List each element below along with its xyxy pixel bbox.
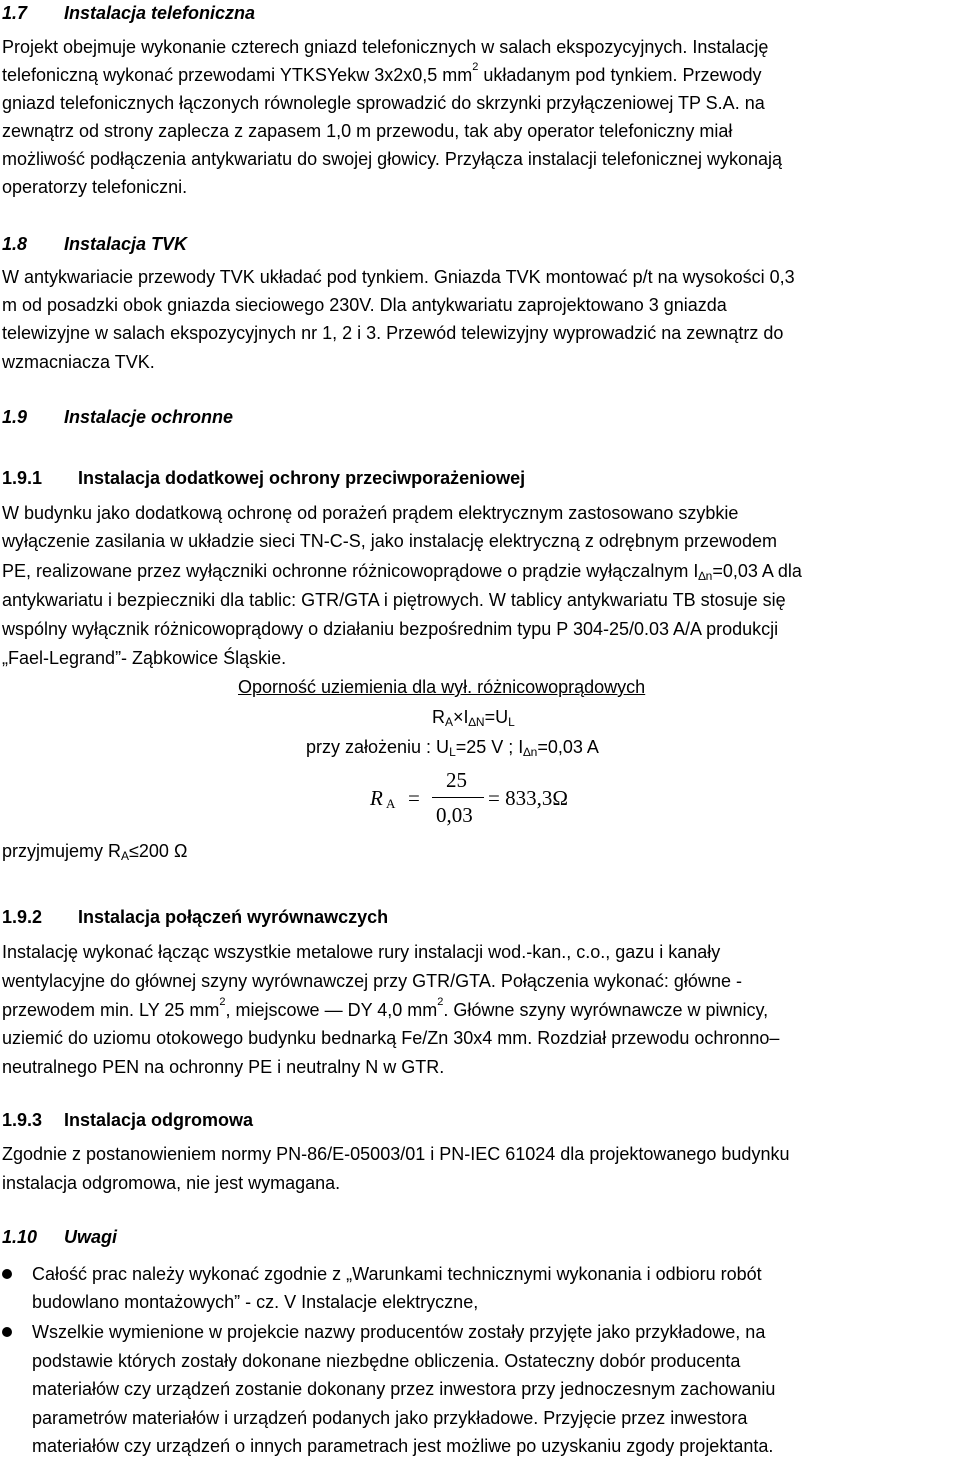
- paragraph-line: telefoniczną wykonać przewodami YTKSYekw 3x2x0,5 $mm^2$ układanym pod tynkiem. Przewody: [2, 61, 762, 85]
- heading-title: Instalacja telefoniczna: [64, 3, 256, 23]
- fraction-bar: [432, 797, 484, 798]
- paragraph-line: wzmacniacza TVK.: [2, 352, 155, 372]
- heading-number: 1.9.2: [2, 907, 43, 927]
- paragraph-line: operatorzy telefoniczni.: [2, 177, 188, 197]
- paragraph-line: PE, realizowane przez wyłączniki ochronne różnicowoprądowe o prądzie wyłączalnym $I_{\Delta n}=0,03$ A dla: [2, 561, 802, 583]
- heading-title: Instalacja połączeń wyrównawczych: [78, 907, 389, 927]
- heading-title: Instalacja odgromowa: [64, 1110, 254, 1130]
- paragraph-line: instalacja odgromowa, nie jest wymagana.: [2, 1173, 341, 1193]
- paragraph-line: m od posadzki obok gniazda sieciowego 230V. Dla antykwariatu zaprojektowano 3 gniazda: [2, 295, 727, 315]
- section-heading-1-10: [2, 1226, 117, 1248]
- bullet-icon: [2, 1327, 12, 1337]
- section-heading-1-7: [2, 2, 255, 24]
- paragraph-line: wyłączenie zasilania w układzie sieci TN-C-S, jako instalację elektryczną z odrębnym przewodem: [2, 531, 777, 551]
- heading-title: Instalacja dodatkowej ochrony przeciwporażeniowej: [78, 468, 526, 488]
- paragraph-line: zewnątrz od strony zaplecza z zapasem 1,0 m przewodu, tak aby operator telefoniczny miał: [2, 121, 733, 141]
- paragraph-line: antykwariatu i bezpieczniki dla tablic: GTR/GTA i piętrowych. W tablicy antykwariatu TB stosuje się: [2, 590, 786, 610]
- heading-number: 1.8: [2, 234, 28, 254]
- bullet-icon: [2, 1269, 12, 1279]
- list-item-line: Całość prac należy wykonać zgodnie z „Warunkami technicznymi wykonania i odbioru robót: [32, 1264, 762, 1284]
- paragraph-line: neutralnego PEN na ochronny PE i neutralny N w GTR.: [2, 1057, 445, 1077]
- heading-number: 1.7: [2, 3, 28, 23]
- list-item-line: podstawie których zostały dokonane niezbędne obliczenia. Ostateczny dobór producenta: [32, 1351, 741, 1371]
- paragraph-line: Zgodnie z postanowieniem normy PN-86/E-05003/01 i PN-IEC 61024 dla projektowanego budynku: [2, 1144, 790, 1164]
- paragraph-line: wspólny wyłącznik różnicowoprądowy o działaniu bezpośrednim typu P 304-25/0.03 A/A produkcji: [2, 619, 779, 639]
- list-item-line: materiałów czy urządzeń o innych parametrach jest możliwe po uzyskaniu zgody projektanta.: [32, 1436, 774, 1456]
- section-heading-1-9: [2, 406, 233, 428]
- fraction-numerator: 25: [446, 768, 467, 792]
- paragraph-line: możliwość podłączenia antykwariatu do swojej głowicy. Przyłącza instalacji telefonicznej wykonają: [2, 149, 783, 169]
- section-heading-1-8: [2, 233, 187, 255]
- heading-number: 1.9: [2, 407, 28, 427]
- paragraph-line: W budynku jako dodatkową ochronę od porażeń prądem elektrycznym zastosowano szybkie: [2, 503, 739, 523]
- heading-title: Uwagi: [64, 1227, 118, 1247]
- heading-number: 1.9.3: [2, 1110, 43, 1130]
- paragraph-line: Instalację wykonać łącząc wszystkie metalowe rury instalacji wod.-kan., c.o., gazu i kanały: [2, 942, 721, 962]
- list-item-line: parametrów materiałów i urządzeń podanych jako przykładowe. Przyjęcie przez inwestora: [32, 1408, 748, 1428]
- formula-assumption: przy założeniu : $U_L=25$ V ; $I_{\Delta n}=0,03$ A: [306, 737, 599, 759]
- section-heading-1-9-3: [2, 1109, 253, 1131]
- heading-number: 1.9.1: [2, 468, 43, 488]
- section-heading-1-9-2: [2, 906, 388, 928]
- paragraph-line: „Fael-Legrand”- Ząbkowice Śląskie.: [2, 648, 287, 668]
- list-item-line: materiałów czy urządzeń zostanie dokonany przez inwestora przy jednoczesnym zachowaniu: [32, 1379, 776, 1399]
- section-heading-1-9-1: [2, 467, 525, 489]
- paragraph-line: przewodem min. LY 25 $mm^2$, miejscowe — DY 4,0 $mm^2$. Główne szyny wyrównawcze w piwnicy,: [2, 996, 769, 1020]
- list-item-line: Wszelkie wymienione w projekcie nazwy producentów zostały przyjęte jako przykładowe, na: [32, 1322, 766, 1342]
- paragraph-line: Projekt obejmuje wykonanie czterech gniazd telefonicznych w salach ekspozycyjnych. Instalację: [2, 37, 769, 57]
- list-item-line: budowlano montażowych” - cz. V Instalacje elektryczne,: [32, 1292, 479, 1312]
- formula-title: Oporność uziemienia dla wył. różnicowoprądowych: [238, 677, 646, 697]
- heading-number: 1.10: [2, 1227, 38, 1247]
- resistance-formula: R A = 25 0,03 = 833,3Ω: [370, 768, 568, 827]
- paragraph-line: uziemić do uziomu otokowego budynku bednarką Fe/Zn 30x4 mm. Rozdział przewodu ochronno–: [2, 1028, 780, 1048]
- paragraph-line: gniazd telefonicznych łączonych równolegle sprowadzić do skrzynki przyłączeniowej TP S.A. na: [2, 93, 765, 113]
- heading-title: Instalacje ochronne: [64, 407, 234, 427]
- fraction-denominator: 0,03: [436, 803, 473, 827]
- accepted-value: przyjmujemy $R_A\le 200$ Ω: [2, 841, 188, 863]
- paragraph-line: W antykwariacie przewody TVK układać pod tynkiem. Gniazda TVK montować p/t na wysokości 0,3: [2, 267, 795, 287]
- paragraph-line: telewizyjne w salach ekspozycyjnych nr 1, 2 i 3. Przewód telewizyjny wyprowadzić na zewnątrz do: [2, 323, 784, 343]
- heading-title: Instalacja TVK: [64, 234, 188, 254]
- paragraph-line: wentylacyjne do głównej szyny wyrównawczej przy GTR/GTA. Połączenia wykonać: główne -: [2, 971, 742, 991]
- formula-line: $R_A\times I_{\Delta N}=U_L$: [432, 707, 515, 729]
